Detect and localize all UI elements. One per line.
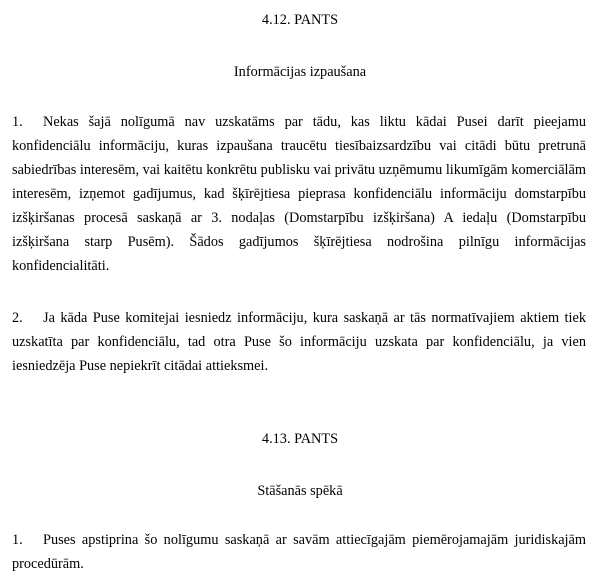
article-4-12-paragraph-1 (12, 110, 586, 278)
paragraph-number: 2. (12, 310, 23, 326)
article-4-13-number: 4.13. PANTS (261, 431, 339, 447)
paragraph-text: Puses apstiprina šo nolīgumu saskaņā ar savām attiecīgajām piemērojamajām juridiskajām procedūrām. (12, 532, 586, 572)
article-4-13-title: Stāšanās spēkā (257, 483, 343, 499)
paragraph-number: 1. (12, 114, 23, 130)
article-4-12-paragraph-2 (12, 306, 586, 378)
paragraph-number: 1. (12, 532, 23, 548)
article-4-12-number: 4.12. PANTS (261, 12, 339, 28)
paragraph-text: Nekas šajā nolīgumā nav uzskatāms par tādu, kas liktu kādai Pusei darīt pieejamu konfidenciālu informāciju, kuras izpaušana traucētu tiesībaizsardzību vai citādi būtu pretrunā sabiedrības interesēm, vai kaitētu konkrētu publisku vai privātu uzņēmumu likumīgām komerciālām interesēm, izņemot gadījumus, kad šķīrējtiesa pieprasa konfidenciālu informāciju domstarpību izšķiršanas procesā saskaņā ar 3. nodaļas (Domstarpību izšķiršana) A iedaļu (Domstarpību izšķiršana starp Pusēm). Šādos gadījumos šķīrējtiesa nodrošina pilnīgu informācijas konfidencialitāti. (12, 114, 586, 274)
paragraph-text: Ja kāda Puse komitejai iesniedz informāciju, kura saskaņā ar tās normatīvajiem aktiem tiek uzskatīta par konfidenciālu, tad otra Puse šo informāciju uzskata par konfidenciālu, ja vien iesniedzēja Puse nepiekrīt citādai attieksmei. (12, 310, 586, 374)
article-4-13-paragraph-1 (12, 528, 586, 576)
article-4-12-title: Informācijas izpaušana (233, 64, 367, 80)
